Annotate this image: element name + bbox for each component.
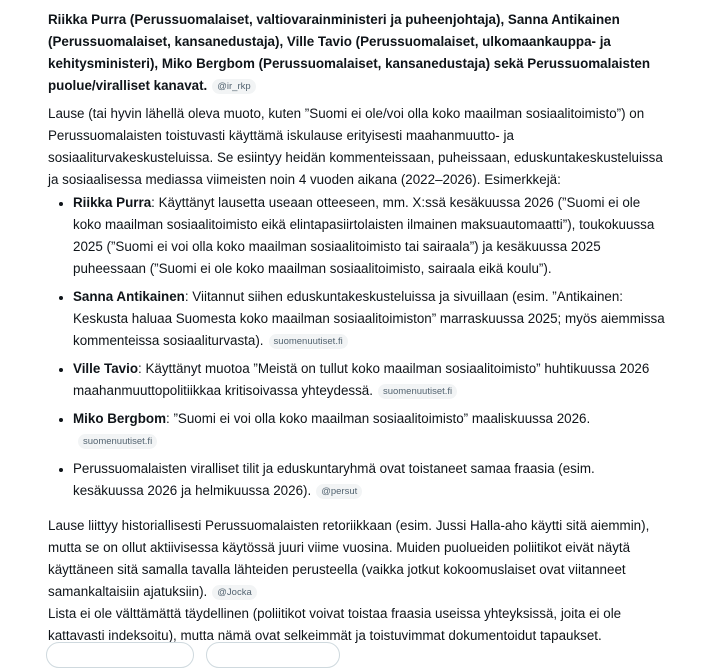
list-item-text: : ”Suomi ei voi olla koko maailman sosiaalitoimisto” maaliskuussa 2026. bbox=[166, 411, 591, 426]
intro-paragraph: Lause (tai hyvin lähellä oleva muoto, kuten ”Suomi ei ole/voi olla koko maailman sosiaalitoimisto”) on Perussuomalaisten toistuvasti käyttämä iskulause erityisesti maahanmuutto- ja sosiaaliturvakeskusteluissa. Se esiintyy heidän kommenteissaan, puheissaan, eduskuntakeskusteluissa ja sosiaalisessa mediassa viimeisten noin 4 vuoden aikana (2022–2026). Esimerkkejä: bbox=[48, 106, 663, 187]
response-body bbox=[48, 9, 666, 647]
history-paragraph bbox=[48, 515, 666, 603]
examples-list bbox=[48, 192, 666, 502]
politician-name: Riikka Purra bbox=[73, 195, 152, 210]
list-item-text: Perussuomalaisten viralliset tilit ja eduskuntaryhmä ovat toistaneet samaa fraasia (esim. kesäkuussa 2026 ja helmikuussa 2026). bbox=[73, 461, 595, 498]
source-chip[interactable]: suomenuutiset.fi bbox=[378, 384, 457, 399]
list-item bbox=[73, 408, 666, 452]
source-chip[interactable]: @persut bbox=[316, 484, 362, 499]
list-item-text: : Käyttänyt muotoa ”Meistä on tullut koko maailman sosiaalitoimisto” huhtikuussa 2026 maahanmuuttopolitiikkaa kritisoivassa yhteydessä. bbox=[73, 361, 650, 398]
list-item-text: : Käyttänyt lausetta useaan otteeseen, mm. X:ssä kesäkuussa 2026 (”Suomi ei ole koko maailman sosiaalitoimisto eikä elintapasiirtolaisten ilmainen maksuautomaatti”), toukokuussa 2025 (”Suomi ei voi olla koko maailman sosiaalitoimisto tai sairaala”) ja kesäkuussa 2025 puheessaan (”Suomi ei ole koko maailman sosiaalitoimisto, sairaala eikä koulu”). bbox=[73, 195, 655, 276]
source-chip[interactable]: @Jocka bbox=[212, 585, 256, 600]
bottom-actions bbox=[46, 642, 348, 668]
source-chip[interactable]: @ir_rkp bbox=[212, 79, 255, 94]
suggestion-button[interactable] bbox=[46, 642, 194, 668]
politician-name: Ville Tavio bbox=[73, 361, 138, 376]
suggestion-button[interactable] bbox=[206, 642, 340, 668]
disclaimer-paragraph: Lista ei ole välttämättä täydellinen (poliitikot voivat toistaa fraasia useissa yhteyksissä, joita ei ole kattavasti indeksoitu), mutta nämä ovat selkeimmät ja toistuvimmat dokumentoidut tapaukset. bbox=[48, 606, 622, 643]
list-item bbox=[73, 286, 666, 352]
source-chip[interactable]: suomenuutiset.fi bbox=[269, 334, 348, 349]
heading-text: Riikka Purra (Perussuomalaiset, valtiovarainministeri ja puheenjohtaja), Sanna Antikainen (Perussuomalaiset, kansanedustaja), Ville Tavio (Perussuomalaiset, ulkomaankauppa- ja kehitysministeri), Miko Bergbom (Perussuomalaiset, kansanedustaja) sekä Perussuomalaisten puolue/viralliset kanavat. bbox=[48, 12, 651, 93]
list-item bbox=[73, 192, 666, 280]
heading-paragraph bbox=[48, 9, 666, 97]
list-item bbox=[73, 458, 666, 502]
politician-name: Sanna Antikainen bbox=[73, 289, 185, 304]
list-item-text: : Viitannut siihen eduskuntakeskusteluissa ja sivuillaan (esim. ”Antikainen: Keskusta haluaa Suomesta koko maailman sosiaalitoimiston” marraskuussa 2025; myös aiemmissa kommenteissa sosiaaliturvasta). bbox=[73, 289, 665, 348]
politician-name: Miko Bergbom bbox=[73, 411, 166, 426]
list-item bbox=[73, 358, 666, 402]
history-text: Lause liittyy historiallisesti Perussuomalaisten retoriikkaan (esim. Jussi Halla-aho käytti sitä aiemmin), mutta se on ollut aktiivisessa käytössä juuri viime vuosina. Muiden puolueiden poliitikot eivät näytä käyttäneen sitä samalla tavalla lähteiden perusteella (vaikka jotkut kokoomuslaiset ovat viitanneet samankaltaisiin ajatuksiin). bbox=[48, 518, 650, 599]
source-chip[interactable]: suomenuutiset.fi bbox=[78, 434, 157, 449]
